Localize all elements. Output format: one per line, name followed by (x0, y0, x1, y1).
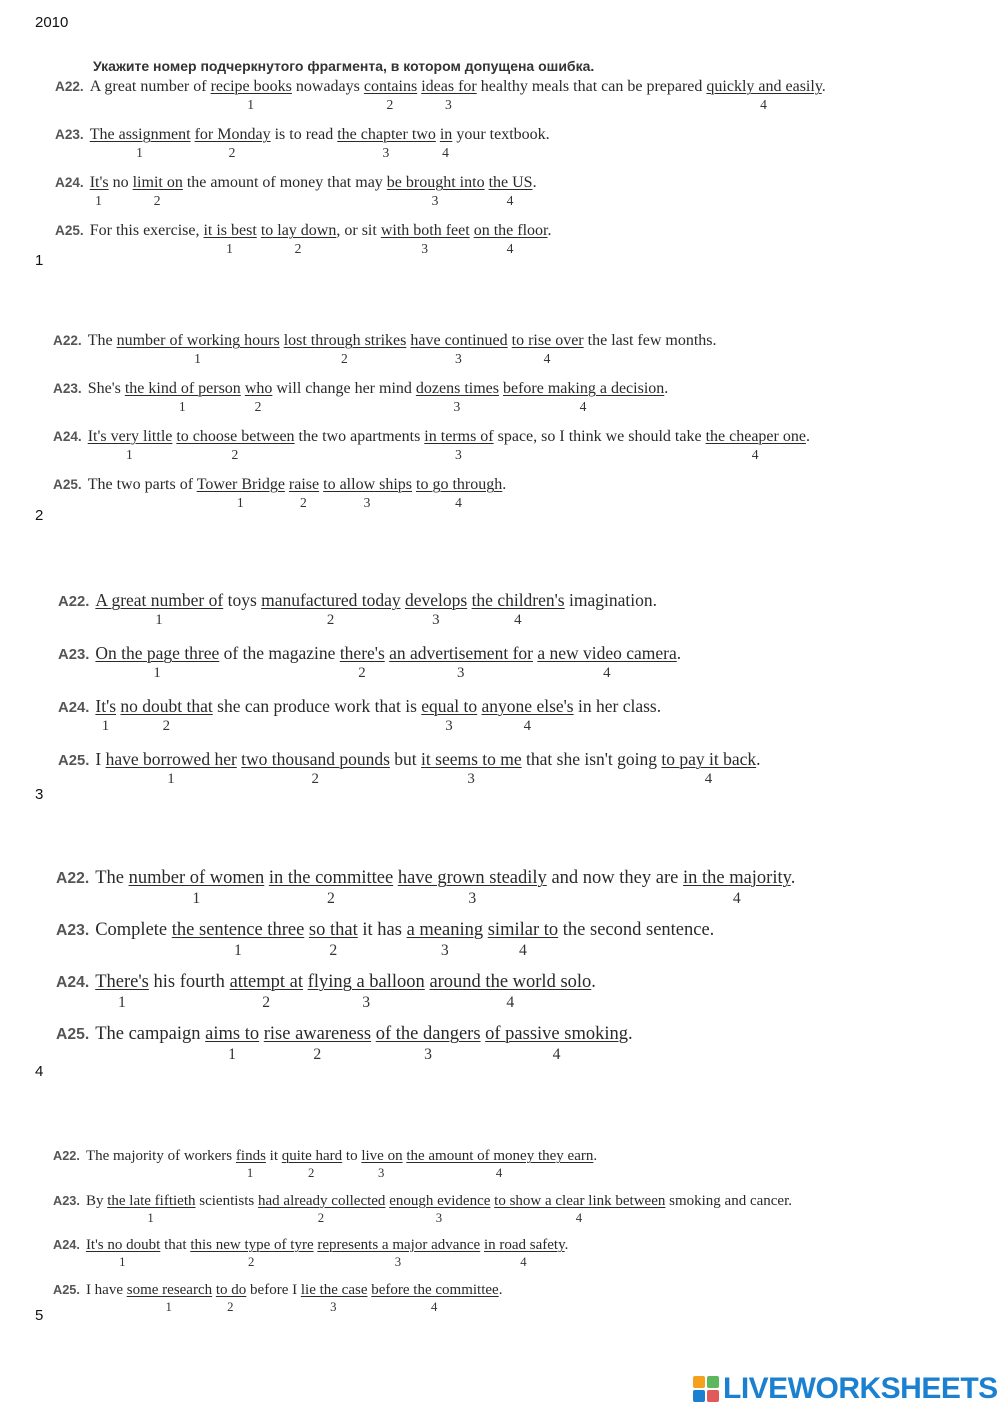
underlined-fragment: the sentence three (171, 920, 305, 940)
question-line (53, 1282, 502, 1299)
question-label: A24. (53, 1237, 80, 1252)
underlined-fragment: anyone else's (481, 696, 574, 716)
question-line (55, 78, 826, 96)
fragment-number: 1 (119, 1255, 126, 1269)
question-label: A23. (53, 1192, 80, 1208)
fragment-number: 3 (382, 145, 390, 160)
question-label: A22. (55, 79, 84, 94)
sentence-text: toys (223, 590, 262, 610)
question-line (58, 749, 761, 770)
underlined-fragment: of the dangers (375, 1024, 481, 1044)
underlined-fragment: quite hard (281, 1148, 343, 1164)
underlined-fragment: Tower Bridge (196, 476, 285, 493)
fragment-number: 3 (457, 665, 465, 681)
block-number: 4 (35, 1063, 44, 1080)
question-label: A22. (53, 1148, 80, 1163)
underlined-fragment: manufactured today (261, 590, 401, 610)
fragment-number: 2 (231, 447, 239, 462)
question-line (55, 222, 551, 240)
sentence-text: The campaign (95, 1024, 206, 1044)
year-label: 2010 (35, 14, 69, 31)
underlined-fragment: to lay down (260, 222, 337, 239)
fragment-number: 2 (247, 1255, 255, 1269)
question-line (53, 332, 717, 350)
fragment-number: 4 (751, 447, 759, 462)
underlined-fragment: a meaning (406, 920, 484, 940)
underlined-fragment: have continued (410, 332, 508, 349)
underlined-fragment: in terms of (424, 428, 494, 445)
fragment-number: 4 (543, 351, 551, 366)
sentence-text: . (821, 78, 826, 95)
question-label: A25. (58, 753, 90, 769)
sentence-text: I (95, 749, 106, 769)
fragment-number: 3 (467, 771, 475, 787)
question-line (55, 174, 537, 192)
fragment-number: 4 (495, 1166, 503, 1180)
fragment-number: 3 (435, 1210, 443, 1225)
underlined-fragment: for Monday (194, 126, 271, 143)
fragment-number: 1 (192, 890, 201, 907)
underlined-fragment: ideas for (421, 78, 477, 95)
fragment-number: 1 (228, 1046, 236, 1063)
sentence-text: , or sit (336, 222, 381, 239)
fragment-number: 2 (311, 771, 319, 787)
sentence-text: will change her mind (272, 380, 416, 397)
underlined-fragment: limit on (132, 174, 183, 191)
sentence-text: . (790, 868, 796, 888)
question-line (58, 643, 681, 664)
fragment-number: 1 (236, 495, 244, 510)
fragment-number: 1 (234, 942, 242, 959)
underlined-fragment: in the committee (268, 868, 394, 888)
underlined-fragment: quickly and easily (706, 78, 822, 95)
underlined-fragment: equal to (421, 696, 478, 716)
underlined-fragment: the cheaper one (705, 428, 806, 445)
underlined-fragment: to allow ships (323, 476, 413, 493)
underlined-fragment: similar to (487, 920, 559, 940)
underlined-fragment: the children's (471, 590, 565, 610)
underlined-fragment: dozens times (415, 380, 499, 397)
underlined-fragment: There's (95, 972, 149, 992)
sentence-text: no (108, 174, 133, 191)
underlined-fragment: the kind of person (124, 380, 241, 397)
underlined-fragment: the US (488, 174, 533, 191)
fragment-number: 3 (444, 97, 452, 112)
sentence-text: . (547, 222, 552, 239)
question-label: A22. (53, 333, 82, 348)
underlined-fragment: raise (288, 476, 320, 493)
underlined-fragment: On the page three (95, 643, 220, 663)
fragment-number: 2 (358, 665, 366, 681)
underlined-fragment: two thousand pounds (241, 749, 390, 769)
underlined-fragment: number of women (128, 868, 265, 888)
fragment-number: 3 (445, 718, 453, 734)
sentence-text: the two apartments (294, 428, 425, 445)
fragment-number: 2 (327, 890, 335, 907)
sentence-text: she can produce work that is (212, 696, 422, 716)
fragment-number: 4 (506, 241, 514, 256)
block-number: 3 (35, 786, 44, 803)
underlined-fragment: lie the case (300, 1281, 368, 1298)
fragment-number: 1 (155, 612, 163, 628)
fragment-number: 3 (362, 994, 371, 1011)
fragment-number: 1 (147, 1210, 154, 1225)
underlined-fragment: an advertisement for (389, 643, 533, 663)
logo-square-3 (693, 1390, 705, 1402)
underlined-fragment: have borrowed her (105, 749, 237, 769)
underlined-fragment: have grown steadily (397, 868, 547, 888)
fragment-number: 3 (432, 612, 440, 628)
sentence-text: your textbook. (452, 126, 550, 143)
underlined-fragment: in the majority (682, 868, 791, 888)
underlined-fragment: in road safety (483, 1237, 565, 1253)
sentence-text: . (805, 428, 810, 445)
logo-square-1 (693, 1376, 705, 1388)
fragment-number: 2 (228, 145, 236, 160)
question-label: A23. (56, 922, 90, 939)
fragment-number: 1 (247, 97, 255, 112)
underlined-fragment: who (244, 380, 273, 397)
sentence-text: . (676, 643, 682, 663)
sentence-text: The (95, 868, 129, 888)
underlined-fragment: the late fiftieth (107, 1192, 196, 1209)
instruction-text: Укажите номер подчеркнутого фрагмента, в котором допущена ошибка. (93, 58, 595, 74)
fragment-number: 4 (506, 193, 514, 208)
fragment-number: 3 (453, 399, 461, 414)
underlined-fragment: before making a decision (502, 380, 665, 397)
sentence-text: of the magazine (219, 643, 340, 663)
question-label: A23. (53, 381, 82, 396)
sentence-text: By (85, 1192, 108, 1209)
liveworksheets-logo (693, 1372, 998, 1406)
fragment-number: 1 (194, 351, 201, 366)
fragment-number: 4 (704, 771, 713, 787)
fragment-number: 4 (520, 1255, 527, 1269)
underlined-fragment: it is best (203, 222, 257, 239)
fragment-number: 2 (162, 718, 171, 734)
fragment-number: 4 (442, 145, 449, 160)
question-line (55, 126, 550, 144)
sentence-text: his fourth (148, 972, 230, 992)
sentence-text: it has (357, 920, 407, 940)
fragment-number: 4 (455, 495, 462, 510)
sentence-text: . (593, 1148, 598, 1164)
underlined-fragment: on the floor (473, 222, 548, 239)
fragment-number: 3 (431, 193, 439, 208)
underlined-fragment: It's (89, 174, 109, 191)
question-label: A24. (55, 175, 84, 190)
sentence-text: to (342, 1148, 362, 1164)
fragment-number: 2 (313, 1046, 322, 1063)
sentence-text: the last few months. (583, 332, 717, 349)
underlined-fragment: to pay it back (661, 749, 757, 769)
underlined-fragment: It's (95, 696, 117, 716)
fragment-number: 1 (178, 399, 186, 414)
fragment-number: 4 (732, 890, 741, 907)
underlined-fragment: had already collected (258, 1192, 386, 1209)
sentence-text: and now they are (546, 868, 683, 888)
question-label: A23. (58, 647, 90, 663)
sentence-text: it (265, 1148, 282, 1164)
question-line (56, 868, 795, 889)
question-line (53, 476, 506, 494)
underlined-fragment: aims to (205, 1024, 260, 1044)
underlined-fragment: some research (126, 1281, 213, 1298)
underlined-fragment: it seems to me (421, 749, 522, 769)
fragment-number: 4 (575, 1210, 583, 1225)
fragment-number: 3 (377, 1166, 385, 1180)
question-line (58, 696, 661, 717)
liveworksheets-wordmark: LIVEWORKSHEETS (723, 1372, 998, 1405)
question-label: A25. (53, 477, 82, 492)
fragment-number: 4 (552, 1046, 561, 1063)
sentence-text: space, so I think we should take (493, 428, 706, 445)
fragment-number: 2 (341, 351, 348, 366)
sentence-text: . (756, 749, 761, 769)
sentence-text: . (498, 1281, 503, 1298)
fragment-number: 2 (329, 942, 338, 959)
sentence-text: is to read (270, 126, 338, 143)
underlined-fragment: with both feet (380, 222, 470, 239)
underlined-fragment: to show a clear link between (494, 1192, 666, 1209)
fragment-number: 4 (523, 718, 532, 734)
logo-square-2 (707, 1376, 719, 1388)
sentence-text: She's (87, 380, 125, 397)
underlined-fragment: rise awareness (263, 1024, 372, 1044)
underlined-fragment: represents a major advance (317, 1237, 481, 1253)
underlined-fragment: to rise over (511, 332, 584, 349)
question-line (53, 1148, 597, 1165)
fragment-number: 2 (386, 97, 394, 112)
fragment-number: 3 (424, 1046, 432, 1063)
fragment-number: 2 (254, 399, 262, 414)
fragment-number: 2 (227, 1299, 234, 1314)
sentence-text: imagination. (564, 590, 657, 610)
underlined-fragment: in (439, 126, 453, 143)
underlined-fragment: no doubt that (120, 696, 213, 716)
question-label: A25. (55, 223, 84, 238)
underlined-fragment: of passive smoking (485, 1024, 628, 1044)
fragment-number: 4 (760, 97, 767, 112)
sentence-text: the amount of money that may (182, 174, 387, 191)
fragment-number: 1 (136, 145, 143, 160)
underlined-fragment: live on (361, 1148, 403, 1164)
sentence-text: that she isn't going (521, 749, 662, 769)
underlined-fragment: so that (308, 920, 358, 940)
underlined-fragment: It's very little (87, 428, 173, 445)
question-label: A24. (56, 974, 90, 991)
sentence-text: The (87, 332, 117, 349)
sentence-text: The majority of workers (85, 1148, 236, 1164)
sentence-text: smoking and cancer. (665, 1192, 792, 1209)
underlined-fragment: this new type of tyre (190, 1237, 314, 1253)
underlined-fragment: be brought into (386, 174, 485, 191)
underlined-fragment: to do (215, 1281, 247, 1298)
fragment-number: 2 (326, 612, 335, 628)
fragment-number: 3 (455, 351, 462, 366)
fragment-number: 2 (153, 193, 161, 208)
fragment-number: 1 (226, 241, 233, 256)
fragment-number: 1 (118, 994, 126, 1011)
underlined-fragment: a new video camera (537, 643, 677, 663)
underlined-fragment: flying a balloon (307, 972, 425, 992)
fragment-number: 3 (421, 241, 429, 256)
question-label: A22. (58, 594, 90, 610)
underlined-fragment: It's no doubt (85, 1237, 161, 1253)
question-line (53, 1193, 792, 1210)
fragment-number: 4 (430, 1299, 438, 1314)
underlined-fragment: number of working hours (116, 332, 280, 349)
underlined-fragment: to go through (416, 476, 503, 493)
liveworksheets-icon (693, 1376, 719, 1402)
fragment-number: 4 (518, 942, 527, 959)
fragment-number: 3 (330, 1299, 337, 1314)
fragment-number: 1 (246, 1166, 254, 1180)
question-label: A24. (58, 700, 90, 716)
question-label: A25. (56, 1026, 90, 1043)
question-line (56, 1024, 633, 1045)
underlined-fragment: the amount of money they earn (406, 1148, 594, 1164)
fragment-number: 1 (165, 1299, 172, 1314)
fragment-number: 4 (506, 994, 515, 1011)
sentence-text: I have (85, 1281, 127, 1298)
sentence-text: . (532, 174, 537, 191)
underlined-fragment: the chapter two (337, 126, 436, 143)
underlined-fragment: contains (363, 78, 418, 95)
question-line (53, 1237, 568, 1254)
underlined-fragment: enough evidence (389, 1192, 491, 1209)
sentence-text: in her class. (573, 696, 662, 716)
sentence-text: before I (246, 1281, 301, 1298)
sentence-text: . (591, 972, 596, 992)
underlined-fragment: recipe books (210, 78, 292, 95)
sentence-text: For this exercise, (89, 222, 204, 239)
underlined-fragment: develops (404, 590, 468, 610)
underlined-fragment: to choose between (176, 428, 295, 445)
question-line (56, 920, 714, 941)
question-label: A25. (53, 1281, 80, 1297)
sentence-text: . (628, 1024, 633, 1044)
sentence-text: healthy meals that can be prepared (476, 78, 707, 95)
underlined-fragment: lost through strikes (283, 332, 407, 349)
sentence-text: . (564, 1237, 569, 1253)
sentence-text: scientists (195, 1192, 258, 1209)
underlined-fragment: there's (339, 643, 385, 663)
fragment-number: 1 (95, 193, 102, 208)
fragment-number: 3 (440, 942, 449, 959)
fragment-number: 1 (101, 718, 110, 734)
fragment-number: 2 (317, 1210, 325, 1225)
fragment-number: 2 (300, 495, 307, 510)
question-line (58, 590, 657, 611)
underlined-fragment: The assignment (89, 126, 191, 143)
sentence-text: the second sentence. (558, 920, 715, 940)
fragment-number: 1 (167, 771, 175, 787)
question-line (56, 972, 596, 993)
sentence-text: A great number of (89, 78, 211, 95)
fragment-number: 2 (307, 1166, 315, 1180)
fragment-number: 3 (468, 890, 477, 907)
underlined-fragment: around the world solo (429, 972, 592, 992)
underlined-fragment: finds (235, 1148, 266, 1164)
fragment-number: 3 (394, 1255, 402, 1269)
block-number: 1 (35, 252, 44, 269)
fragment-number: 3 (363, 495, 371, 510)
underlined-fragment: attempt at (229, 972, 304, 992)
logo-square-4 (707, 1390, 719, 1402)
sentence-text: nowadays (291, 78, 364, 95)
underlined-fragment: A great number of (95, 590, 224, 610)
question-line (53, 380, 668, 398)
underlined-fragment: before the committee (371, 1281, 499, 1298)
question-label: A22. (56, 870, 90, 887)
fragment-number: 2 (262, 994, 271, 1011)
block-number: 2 (35, 507, 44, 524)
sentence-text: . (502, 476, 507, 493)
sentence-text: Complete (95, 920, 172, 940)
block-number: 5 (35, 1307, 44, 1324)
sentence-text: that (160, 1237, 191, 1253)
fragment-number: 4 (603, 665, 611, 681)
fragment-number: 1 (153, 665, 161, 681)
question-label: A24. (53, 429, 82, 444)
fragment-number: 3 (454, 447, 462, 462)
sentence-text: . (664, 380, 669, 397)
fragment-number: 1 (126, 447, 133, 462)
fragment-number: 4 (514, 612, 522, 628)
fragment-number: 2 (294, 241, 302, 256)
sentence-text: The two parts of (87, 476, 197, 493)
question-label: A23. (55, 127, 84, 142)
question-line (53, 428, 810, 446)
fragment-number: 4 (579, 399, 587, 414)
sentence-text: but (389, 749, 422, 769)
